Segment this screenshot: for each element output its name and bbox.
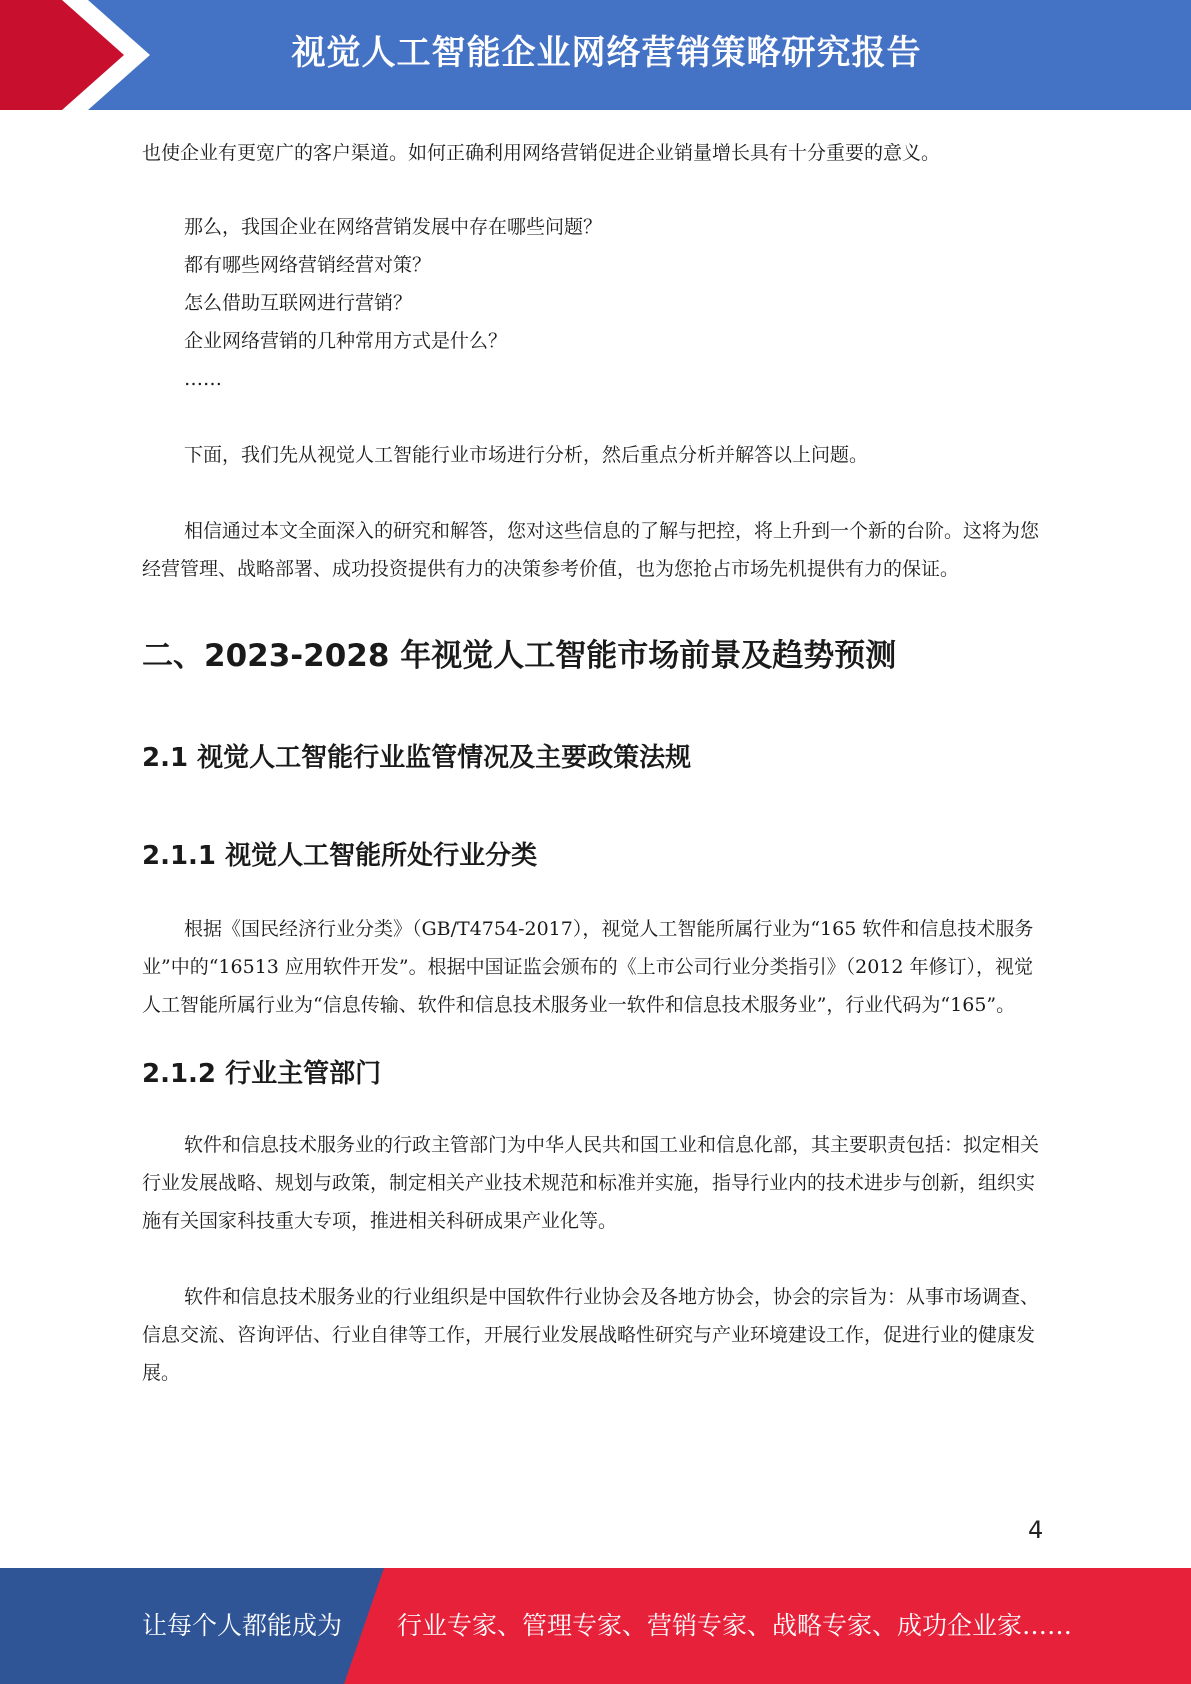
paragraph-next-steps: 下面，我们先从视觉人工智能行业市场进行分析，然后重点分析并解答以上问题。 xyxy=(184,444,869,466)
report-title: 视觉人工智能企业网络营销策略研究报告 xyxy=(291,33,922,73)
paragraph-belief: 相信通过本文全面深入的研究和解答，您对这些信息的了解与把控，将上升到一个新的台阶。这将为您经营管理、战略部署、成功投资提供有力的决策参考价值，也为您抢占市场先机提供有力的保证。 xyxy=(142,520,1040,580)
question-item: 怎么借助互联网进行营销？ xyxy=(184,292,413,314)
section-2-1-1-heading: 2.1.1 视觉人工智能所处行业分类 xyxy=(142,841,538,871)
question-item: 都有哪些网络营销经营对策？ xyxy=(184,254,432,276)
page-body xyxy=(142,134,1050,1392)
page-header xyxy=(0,0,1191,110)
footer-slogan-right: 行业专家、管理专家、营销专家、战略专家、成功企业家…… xyxy=(397,1611,1073,1640)
intro-continuation: 也使企业有更宽广的客户渠道。如何正确利用网络营销促进企业销量增长具有十分重要的意义。 xyxy=(142,142,941,164)
paragraph-authority: 软件和信息技术服务业的行政主管部门为中华人民共和国工业和信息化部，其主要职责包括：拟定相关行业发展战略、规划与政策，制定相关产业技术规范和标准并实施，指导行业内的技术进步与创新，组织实施有关国家科技重大专项，推进相关科研成果产业化等。 xyxy=(142,1134,1040,1232)
question-item: 企业网络营销的几种常用方式是什么？ xyxy=(184,330,508,352)
paragraph-association: 软件和信息技术服务业的行业组织是中国软件行业协会及各地方协会，协会的宗旨为：从事市场调查、信息交流、咨询评估、行业自律等工作，开展行业发展战略性研究与产业环境建设工作，促进行业的健康发展。 xyxy=(142,1286,1040,1384)
section-2-heading: 二、2023-2028 年视觉人工智能市场前景及趋势预测 xyxy=(142,638,897,674)
section-2-1-2-heading: 2.1.2 行业主管部门 xyxy=(142,1059,382,1089)
page-number: 4 xyxy=(1028,1516,1044,1544)
paragraph-classification: 根据《国民经济行业分类》（GB/T4754-2017），视觉人工智能所属行业为“165 软件和信息技术服务业”中的“16513 应用软件开发”。根据中国证监会颁布的《上市公司行业分类指引》（2012 年修订），视觉人工智能所属行业为“信息传输、软件和信息技术服务业一软件和信息技术服务业”，行业代码为“165”。 xyxy=(142,918,1034,1016)
question-list xyxy=(142,208,1050,398)
page-footer xyxy=(0,1568,1191,1684)
question-item: 那么，我国企业在网络营销发展中存在哪些问题？ xyxy=(184,216,603,238)
question-ellipsis: …… xyxy=(184,368,222,390)
section-2-1-heading: 2.1 视觉人工智能行业监管情况及主要政策法规 xyxy=(142,743,692,773)
footer-slogan-left: 让每个人都能成为 xyxy=(142,1611,343,1640)
